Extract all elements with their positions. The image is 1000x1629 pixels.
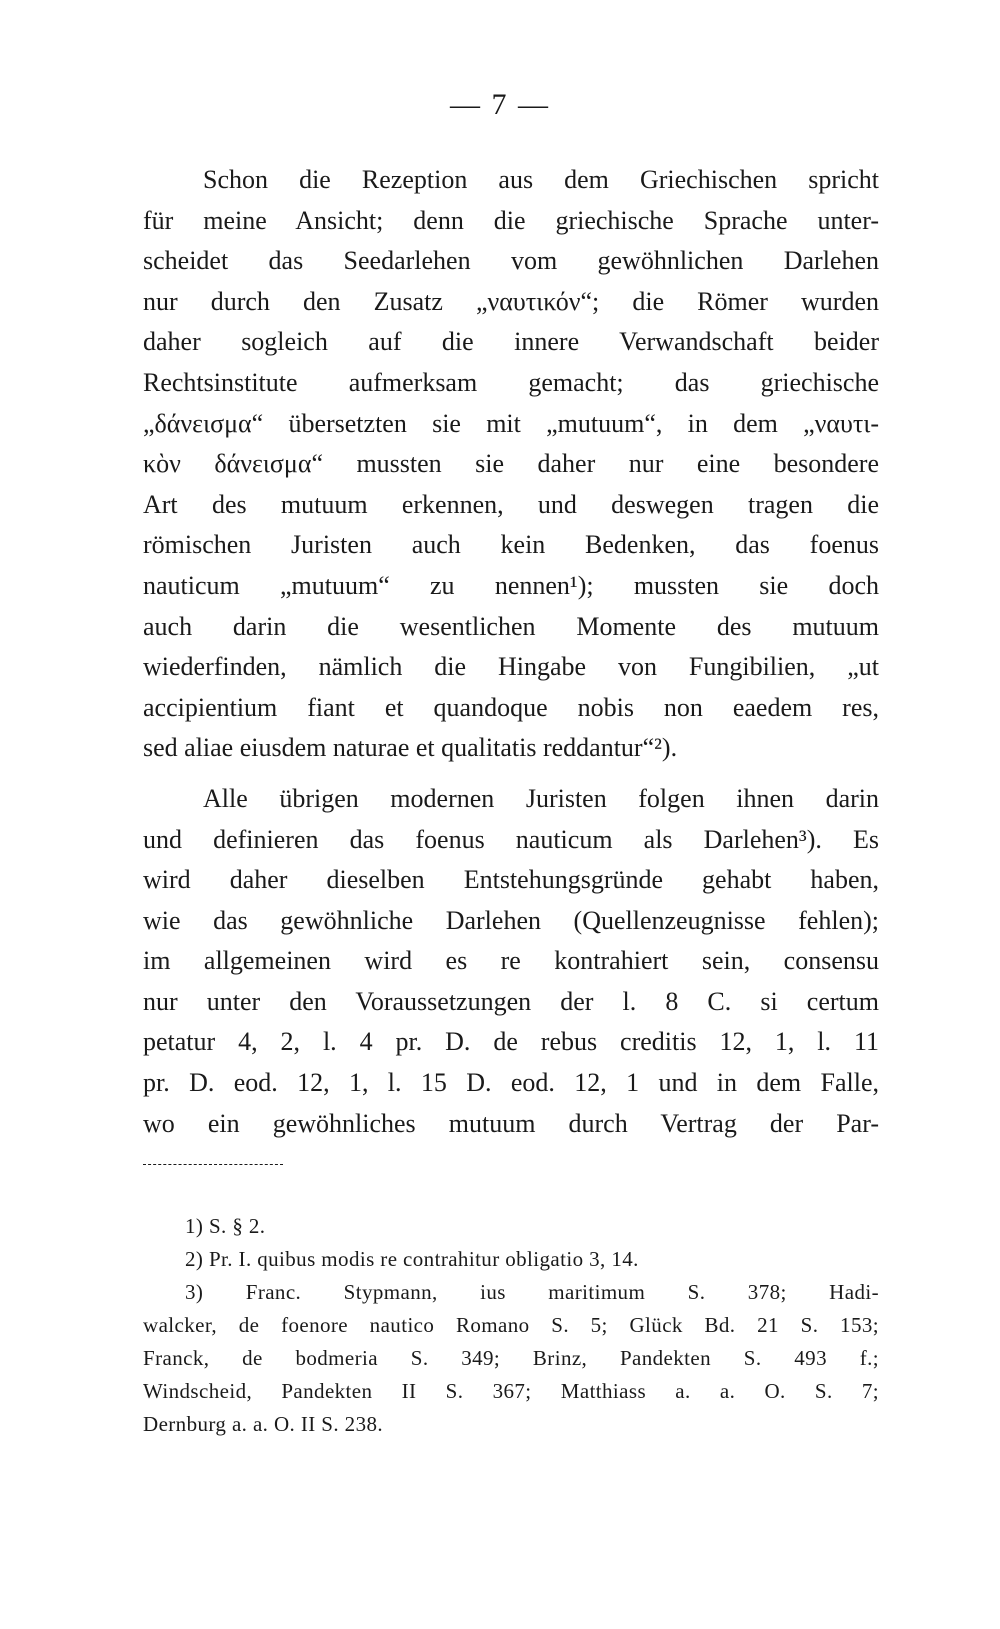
body-text [143, 160, 879, 1144]
text-line: nur unter den Voraussetzungen der l. 8 C. si certum [143, 986, 879, 1016]
text-line: κὸν δάνεισμα“ mussten sie daher nur eine besondere [143, 449, 879, 479]
text-line: wo ein gewöhnliches mutuum durch Vertrag der Par- [143, 1108, 879, 1138]
footnote-3: 3) Franc. Stypmann, ius maritimum S. 378; Hadi- [185, 1280, 879, 1304]
text-line: im allgemeinen wird es re kontrahiert sein, consensu [143, 946, 879, 976]
footnote-3-cont: Franck, de bodmeria S. 349; Brinz, Pandekten S. 493 f.; [143, 1346, 879, 1370]
text-line: Alle übrigen modernen Juristen folgen ihnen darin [203, 783, 879, 813]
footnote-3-cont: Dernburg a. a. O. II S. 238. [143, 1412, 384, 1436]
text-line: pr. D. eod. 12, 1, l. 15 D. eod. 12, 1 und in dem Falle, [143, 1068, 879, 1098]
text-line: accipientium fiant et quandoque nobis non eaedem res, [143, 692, 879, 722]
text-line: für meine Ansicht; denn die griechische Sprache unter- [143, 205, 879, 235]
footnote-3-cont: Windscheid, Pandekten II S. 367; Matthiass a. a. O. S. 7; [143, 1379, 879, 1403]
footnote-2: 2) Pr. I. quibus modis re contrahitur obligatio 3, 14. [185, 1247, 639, 1271]
text-line: Rechtsinstitute aufmerksam gemacht; das griechische [143, 367, 879, 397]
text-line: Art des mutuum erkennen, und deswegen tragen die [143, 489, 879, 519]
paragraph-1 [143, 160, 879, 769]
footnote-divider [143, 1164, 283, 1165]
text-line: römischen Juristen auch kein Bedenken, das foenus [143, 530, 879, 560]
text-line: Schon die Rezeption aus dem Griechischen spricht [203, 165, 879, 194]
text-line: „δάνεισμα“ übersetzten sie mit „mutuum“, in dem „ναυτι- [143, 408, 879, 438]
footnote-3-cont: walcker, de foenore nautico Romano S. 5; Glück Bd. 21 S. 153; [143, 1313, 879, 1337]
text-line: wiederfinden, nämlich die Hingabe von Fungibilien, „ut [143, 652, 879, 682]
text-line: sed aliae eiusdem naturae et qualitatis reddantur“²). [143, 733, 678, 763]
text-line: und definieren das foenus nauticum als Darlehen³). Es [143, 824, 879, 854]
footnotes [143, 1210, 879, 1441]
text-line: auch darin die wesentlichen Momente des mutuum [143, 611, 879, 641]
text-line: daher sogleich auf die innere Verwandschaft beider [143, 327, 879, 357]
paragraph-2 [143, 779, 879, 1144]
text-line: scheidet das Seedarlehen vom gewöhnlichen Darlehen [143, 246, 879, 276]
footnote-1: 1) S. § 2. [185, 1214, 266, 1238]
text-line: petatur 4, 2, l. 4 pr. D. de rebus creditis 12, 1, l. 11 [143, 1027, 879, 1057]
text-line: wird daher dieselben Entstehungsgründe gehabt haben, [143, 865, 879, 895]
text-line: nur durch den Zusatz „ναυτικόν“; die Römer wurden [143, 286, 879, 316]
page-number: — 7 — [450, 88, 550, 121]
text-line: wie das gewöhnliche Darlehen (Quellenzeugnisse fehlen); [143, 905, 879, 935]
text-line: nauticum „mutuum“ zu nennen¹); mussten sie doch [143, 570, 879, 600]
